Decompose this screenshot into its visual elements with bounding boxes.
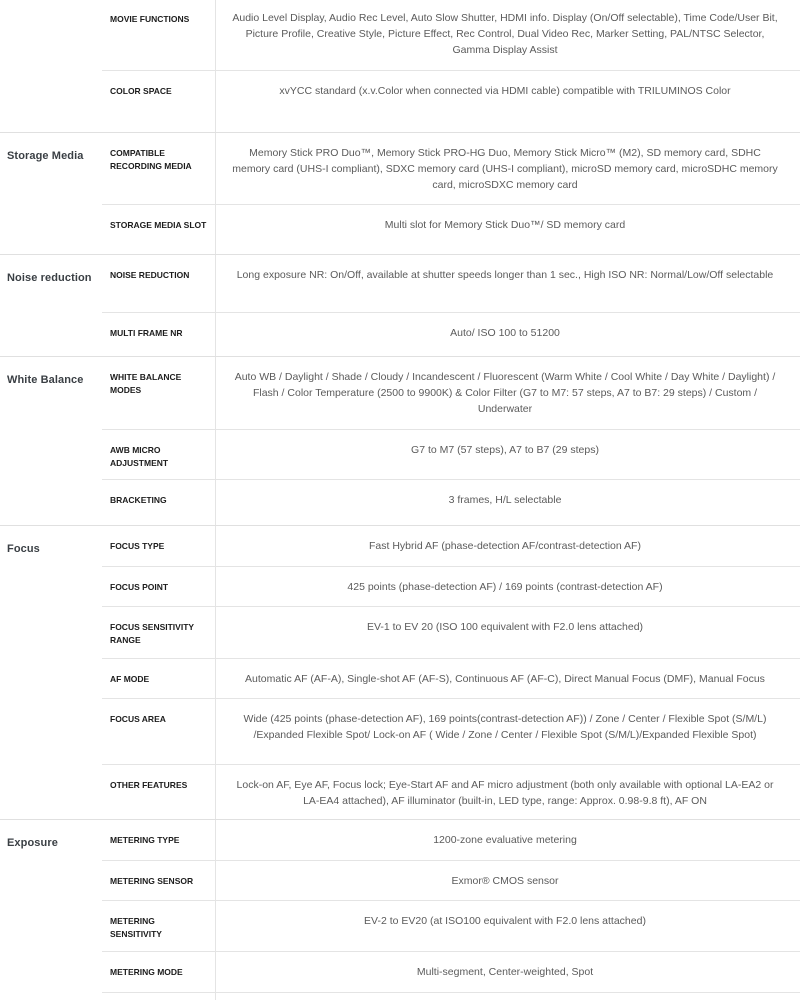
spec-label: FOCUS AREA: [110, 714, 166, 724]
spec-row: [102, 204, 800, 245]
spec-value: Fast Hybrid AF (phase-detection AF/contrast-detection AF): [369, 540, 641, 552]
spec-label: FOCUS TYPE: [110, 541, 165, 551]
spec-row: [102, 312, 800, 358]
group-title: Storage Media: [7, 150, 84, 162]
spec-row: [102, 860, 800, 901]
spec-label: NOISE REDUCTION: [110, 270, 190, 280]
group-title: Exposure: [7, 837, 58, 849]
spec-value: 425 points (phase-detection AF) / 169 points (contrast-detection AF): [347, 581, 663, 593]
spec-row: [102, 357, 800, 429]
spec-row: [102, 0, 800, 70]
spec-value: Long exposure NR: On/Off, available at shutter speeds longer than 1 sec., High ISO NR: Normal/Low/Off selectable: [236, 269, 774, 281]
spec-group-white-balance: [0, 356, 800, 525]
spec-value: Memory Stick PRO Duo™, Memory Stick PRO-HG Duo, Memory Stick Micro™ (M2), SD memory card, SDHC memory card (UHS-I compliant), SDXC memory card (UHS-I compliant), microSD memory card, microSDHC memory card, microSDXC memory card: [232, 147, 778, 191]
spec-row: [102, 764, 800, 821]
spec-value: G7 to M7 (57 steps), A7 to B7 (29 steps): [411, 444, 599, 456]
spec-group-exposure: [0, 819, 800, 1001]
spec-label: FOCUS POINT: [110, 582, 169, 592]
spec-row: [102, 526, 800, 566]
spec-group-focus: [0, 525, 800, 820]
spec-label: METERING MODE: [110, 967, 183, 977]
spec-value: Lock-on AF, Eye AF, Focus lock; Eye-Start AF and AF micro adjustment (both only available with optional LA-EA2 or LA-EA4 attached), AF illuminator (built-in, LED type, range: Approx. 0.98-9.8 ft), AF ON: [236, 779, 774, 807]
spec-value: EV-1 to EV 20 (ISO 100 equivalent with F2.0 lens attached): [366, 621, 644, 633]
spec-row: [102, 951, 800, 993]
group-title: Noise reduction: [7, 272, 92, 284]
spec-row: [102, 255, 800, 312]
spec-value: Audio Level Display, Audio Rec Level, Auto Slow Shutter, HDMI info. Display (On/Off selectable), Time Code/User Bit, Picture Profile, Creative Style, Picture Effect, Rec Control, Dual Video Rec, Marker Setting, PAL/NTSC Selector, Gamma Display Assist: [232, 12, 778, 56]
spec-value: xvYCC standard (x.v.Color when connected via HDMI cable) compatible with TRILUMINOS Color: [279, 85, 731, 97]
spec-row: [102, 566, 800, 607]
spec-row: [102, 70, 800, 133]
spec-value: 1200-zone evaluative metering: [433, 834, 577, 846]
spec-label: STORAGE MEDIA SLOT: [110, 220, 207, 230]
spec-label: METERING SENSOR: [110, 876, 194, 886]
spec-label: METERING SENSITIVITY: [110, 916, 162, 939]
spec-label: COMPATIBLE RECORDING MEDIA: [110, 148, 192, 171]
group-title: White Balance: [7, 374, 84, 386]
spec-value: 3 frames, H/L selectable: [448, 494, 562, 506]
spec-value: Automatic AF (AF-A), Single-shot AF (AF-S), Continuous AF (AF-C), Direct Manual Focus (DMF), Manual Focus: [245, 673, 765, 685]
spec-group-noise-reduction: [0, 254, 800, 357]
spec-value: Wide (425 points (phase-detection AF), 169 points(contrast-detection AF)) / Zone / Center / Flexible Spot (S/M/L) /Expanded Flexible Spot/ Lock-on AF ( Wide / Zone / Center / Flexible Spot (S/M/L)/Expanded Flexible Spot): [243, 713, 767, 741]
spec-label: AF MODE: [110, 674, 150, 684]
spec-row: [102, 900, 800, 952]
spec-label: BRACKETING: [110, 495, 167, 505]
spec-row: [102, 658, 800, 699]
spec-label: MULTI FRAME NR: [110, 328, 183, 338]
spec-value: Multi-segment, Center-weighted, Spot: [416, 966, 594, 978]
spec-value: Auto WB / Daylight / Shade / Cloudy / Incandescent / Fluorescent (Warm White / Cool White / Day White / Daylight) / Flash / Color Temperature (2500 to 9900K) & Color Filter (G7 to M7: 57 steps, A7 to B7: 29 steps) / Custom / Underwater: [234, 371, 776, 415]
spec-row: [102, 606, 800, 659]
spec-label: COLOR SPACE: [110, 86, 172, 96]
spec-label: WHITE BALANCE MODES: [110, 372, 182, 395]
spec-group-movie: [0, 0, 800, 132]
spec-row: [102, 479, 800, 526]
group-title: Focus: [7, 543, 40, 555]
spec-label: FOCUS SENSITIVITY RANGE: [110, 622, 194, 645]
spec-label: METERING TYPE: [110, 835, 180, 845]
spec-value: EV-2 to EV20 (at ISO100 equivalent with F2.0 lens attached): [364, 915, 646, 927]
spec-row: [102, 429, 800, 480]
spec-row: [102, 698, 800, 765]
spec-label: MOVIE FUNCTIONS: [110, 14, 190, 24]
spec-group-storage-media: [0, 132, 800, 244]
spec-row: [102, 992, 800, 1002]
spec-row: [102, 133, 800, 204]
spec-row: [102, 820, 800, 860]
spec-value: Exmor® CMOS sensor: [451, 875, 559, 887]
spec-label: AWB MICRO ADJUSTMENT: [110, 445, 169, 468]
spec-value: Multi slot for Memory Stick Duo™/ SD memory card: [384, 219, 626, 231]
spec-label: OTHER FEATURES: [110, 780, 188, 790]
spec-value: Auto/ ISO 100 to 51200: [450, 327, 560, 339]
